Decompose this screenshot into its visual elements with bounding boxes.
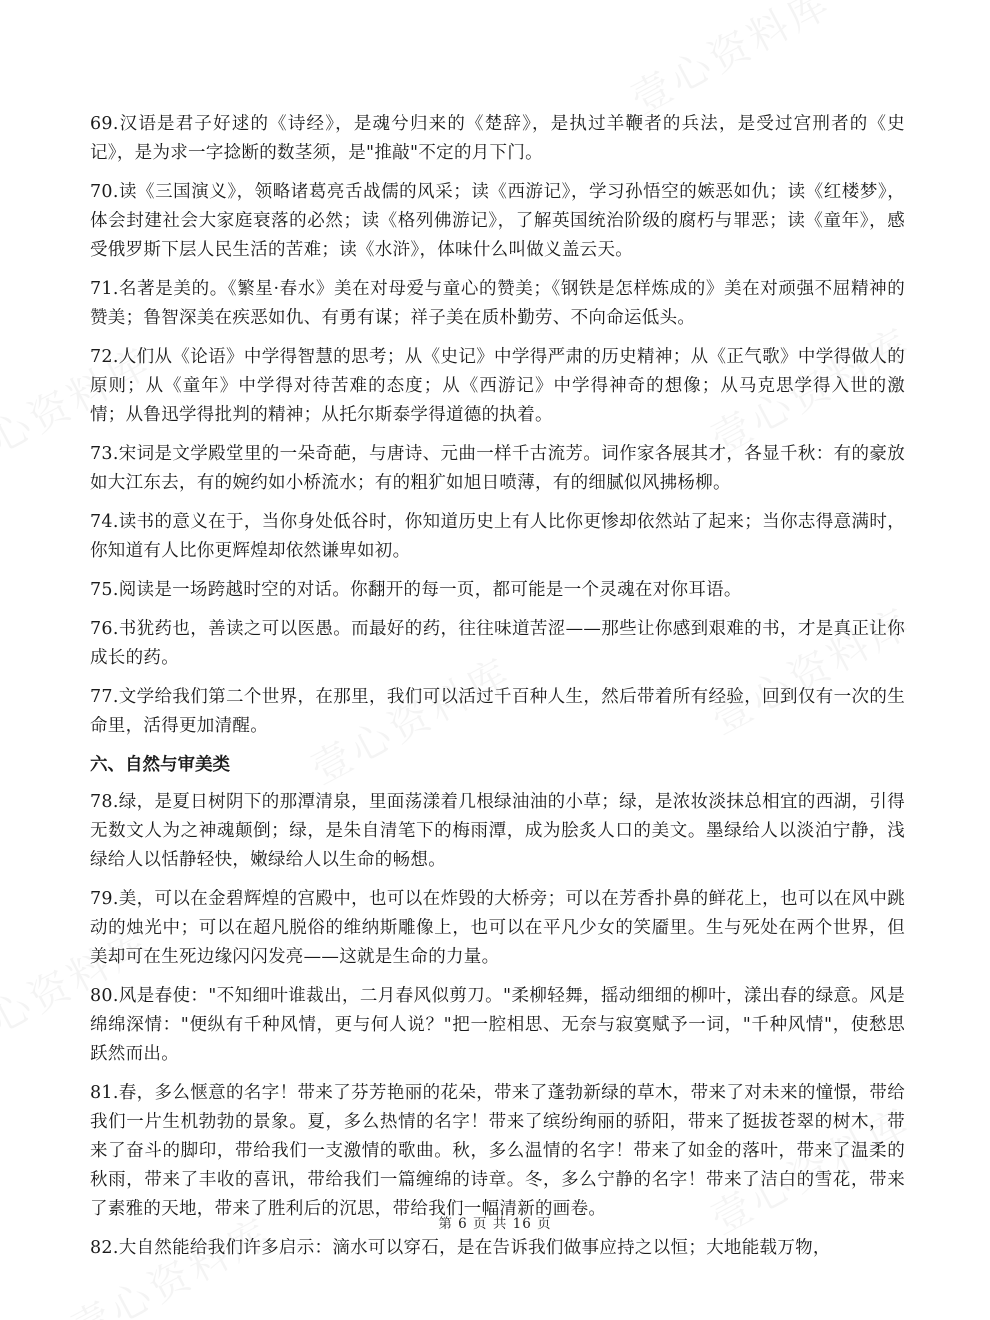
page-footer: 第 6 页 共 16 页 [438, 1216, 552, 1232]
paragraph-79: 79.美，可以在金碧辉煌的宫殿中，也可以在炸毁的大桥旁；可以在芳香扑鼻的鲜花上，也可以在风中跳动的烛光中；可以在超凡脱俗的维纳斯雕像上，也可以在平凡少女的笑靥里。生与死处在两个世界，但美却可在生死边缘闪闪发亮——这就是生命的力量。 [90, 889, 905, 967]
paragraph-69: 69.汉语是君子好逑的《诗经》，是魂兮归来的《楚辞》，是执过羊鞭者的兵法，是受过宫刑者的《史记》，是为求一字捻断的数茎须，是"推敲"不定的月下门。 [90, 114, 905, 163]
section-heading: 六、自然与审美类 [90, 755, 230, 775]
document-body [90, 110, 905, 1273]
paragraph-80: 80.风是春使："不知细叶谁裁出，二月春风似剪刀。"柔柳轻舞，摇动细细的柳叶，漾出春的绿意。风是绵绵深情："便纵有千种风情，更与何人说？"把一腔相思、无奈与寂寞赋予一词，"千种风情"，使愁思跃然而出。 [90, 986, 905, 1064]
paragraph-81: 81.春，多么惬意的名字！带来了芬芳艳丽的花朵，带来了蓬勃新绿的草木，带来了对未来的憧憬，带给我们一片生机勃勃的景象。夏，多么热情的名字！带来了缤纷绚丽的骄阳，带来了挺拔苍翠的树木，带来了奋斗的脚印，带给我们一支激情的歌曲。秋，多么温情的名字！带来了如金的落叶，带来了温柔的秋雨，带来了丰收的喜讯，带给我们一篇缠绵的诗章。冬，多么宁静的名字！带来了洁白的雪花，带来了素雅的天地，带来了胜利后的沉思，带给我们一幅清新的画卷。 [90, 1083, 905, 1219]
paragraph-76: 76.书犹药也，善读之可以医愚。而最好的药，往往味道苦涩——那些让你感到艰难的书，才是真正让你成长的药。 [90, 619, 905, 668]
paragraph-73: 73.宋词是文学殿堂里的一朵奇葩，与唐诗、元曲一样千古流芳。词作家各展其才，各显千秋：有的豪放如大江东去，有的婉约如小桥流水；有的粗犷如旭日喷薄，有的细腻似风拂杨柳。 [90, 444, 905, 493]
paragraph-77: 77.文学给我们第二个世界，在那里，我们可以活过千百种人生，然后带着所有经验，回到仅有一次的生命里，活得更加清醒。 [90, 687, 905, 736]
paragraph-74: 74.读书的意义在于，当你身处低谷时，你知道历史上有人比你更惨却依然站了起来；当你志得意满时，你知道有人比你更辉煌却依然谦卑如初。 [90, 512, 905, 561]
paragraph-70: 70.读《三国演义》，领略诸葛亮舌战儒的风采；读《西游记》，学习孙悟空的嫉恶如仇；读《红楼梦》，体会封建社会大家庭衰落的必然；读《格列佛游记》，了解英国统治阶级的腐朽与罪恶；读《童年》，感受俄罗斯下层人民生活的苦难；读《水浒》，体味什么叫做义盖云天。 [90, 182, 905, 260]
paragraph-75: 75.阅读是一场跨越时空的对话。你翻开的每一页，都可能是一个灵魂在对你耳语。 [90, 580, 742, 600]
watermark [619, 0, 840, 125]
paragraph-78: 78.绿，是夏日树阴下的那潭清泉，里面荡漾着几根绿油油的小草；绿，是浓妆淡抹总相宜的西湖，引得无数文人为之神魂颠倒；绿，是朱自清笔下的梅雨潭，成为脍炙人口的美文。墨绿给人以淡泊宁静，浅绿给人以恬静轻快，嫩绿给人以生命的畅想。 [90, 792, 905, 870]
paragraph-82: 82.大自然能给我们许多启示：滴水可以穿石，是在告诉我们做事应持之以恒；大地能载万物， [90, 1238, 831, 1258]
paragraph-72: 72.人们从《论语》中学得智慧的思考；从《史记》中学得严肃的历史精神；从《正气歌》中学得做人的原则；从《童年》中学得对待苦难的态度；从《西游记》中学得神奇的想像；从马克思学得入世的激情；从鲁迅学得批判的精神；从托尔斯泰学得道德的执着。 [90, 347, 905, 425]
paragraph-71: 71.名著是美的。《繁星·春水》美在对母爱与童心的赞美；《钢铁是怎样炼成的》美在对顽强不屈精神的赞美；鲁智深美在疾恶如仇、有勇有谋；祥子美在质朴勤劳、不向命运低头。 [90, 279, 905, 328]
